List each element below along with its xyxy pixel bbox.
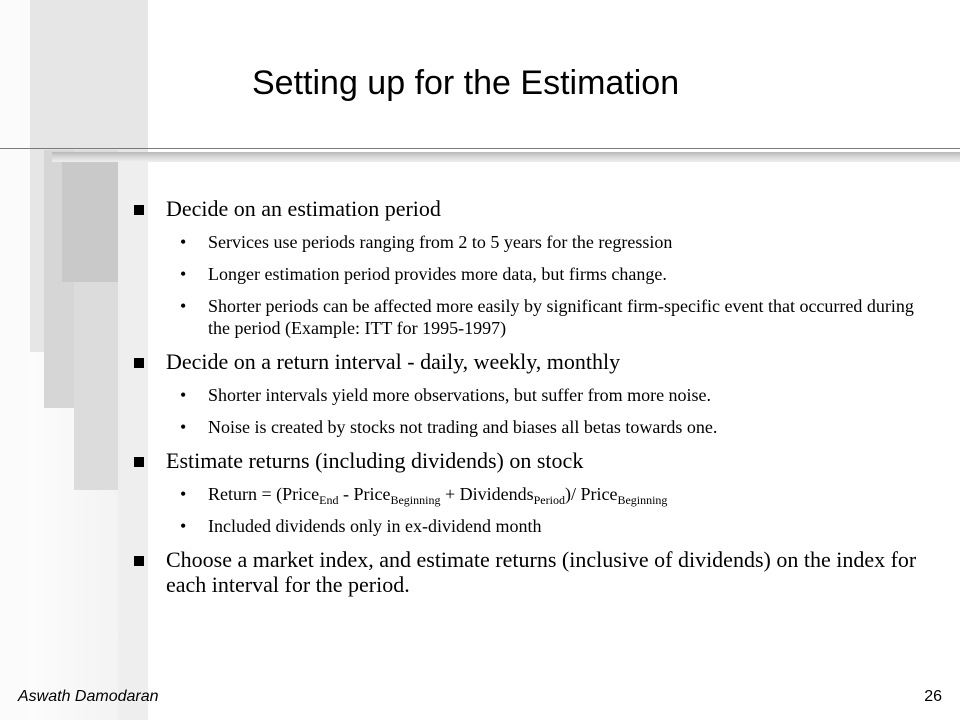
sub-bullet-text: Shorter periods can be affected more easily by significant firm-specific event that occurred during the period (Example: ITT for 1995-1997) [208,296,914,338]
bullet-market-index [130,547,930,597]
return-formula: Return = (Price$_{End}$ - Price$_{Beginning}$ + Dividends$_{Period}$)/ Price$_{Beginning}$ [208,484,668,507]
bullet-text: Choose a market index, and estimate returns (inclusive of dividends) on the index for each interval for the period. [166,547,917,597]
decor-bar-dark [62,160,118,282]
square-bullet-icon [134,457,144,467]
sub-bullet [130,416,930,438]
sub-bullet-text: Shorter intervals yield more observations, but suffer from more noise. [208,385,712,405]
round-bullet-icon: • [180,417,187,437]
sub-bullet [130,231,930,253]
bullet-estimate-returns [130,448,930,473]
sub-bullet [130,263,930,285]
round-bullet-icon: • [180,484,187,504]
bullet-text: Decide on a return interval - daily, weekly, monthly [166,349,621,374]
round-bullet-icon: • [180,385,187,405]
title-rule-thick [52,152,960,162]
round-bullet-icon: • [180,516,187,536]
round-bullet-icon: • [180,296,187,316]
round-bullet-icon: • [180,264,187,284]
bullet-text: Estimate returns (including dividends) on stock [166,448,584,473]
bullet-estimation-period [130,196,930,221]
square-bullet-icon [134,556,144,566]
sub-bullet-text: Longer estimation period provides more data, but firms change. [208,264,667,284]
decor-bar-edge [0,0,30,720]
page-number: 26 [924,688,942,705]
sub-bullet [130,515,930,537]
title-rule-thin [0,148,960,149]
sub-bullet [130,295,930,339]
sub-bullet-text: Included dividends only in ex-dividend month [208,516,542,536]
sub-bullet-text: Noise is created by stocks not trading and biases all betas towards one. [208,417,718,437]
sub-bullet-text: Services use periods ranging from 2 to 5 years for the regression [208,232,673,252]
square-bullet-icon [134,205,144,215]
square-bullet-icon [134,358,144,368]
slide-content [130,196,930,597]
footer-author: Aswath Damodaran [18,688,159,705]
sub-bullet [130,384,930,406]
round-bullet-icon: • [180,232,187,252]
sub-bullet-formula [130,483,930,505]
slide-title: Setting up for the Estimation [252,64,680,102]
bullet-text: Decide on an estimation period [166,196,441,221]
bullet-return-interval [130,349,930,374]
